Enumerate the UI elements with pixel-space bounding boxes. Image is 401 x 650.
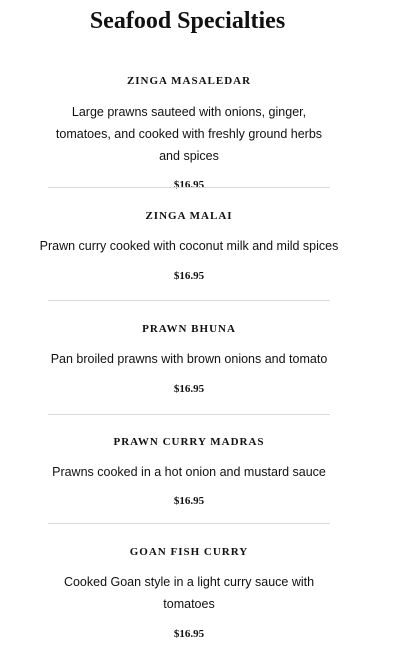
menu-item-description: Pan broiled prawns with brown onions and tomato <box>50 352 328 366</box>
menu-item-name: PRAWN BHUNA <box>142 323 236 335</box>
menu-item-name: ZINGA MASALEDAR <box>126 75 252 87</box>
divider <box>48 523 330 524</box>
menu-item <box>48 74 330 192</box>
menu-item-description: Prawns cooked in a hot onion and mustard sauce <box>52 465 326 479</box>
menu-item <box>48 545 330 641</box>
menu-item <box>48 322 330 396</box>
menu-item-price: $16.95 <box>173 628 205 640</box>
divider <box>48 414 330 415</box>
menu-item-name: GOAN FISH CURRY <box>129 546 249 558</box>
menu-item <box>39 209 339 283</box>
divider <box>48 187 330 188</box>
menu-item-description: Large prawns sauteed with onions, ginger, tomatoes, and cooked with freshly ground herbs and spices <box>55 105 323 163</box>
page-title: Seafood Specialties <box>89 8 286 34</box>
menu-item-name: PRAWN CURRY MADRAS <box>113 436 265 448</box>
divider <box>48 300 330 301</box>
menu-item-price: $16.95 <box>173 270 205 282</box>
menu-item-description: Cooked Goan style in a light curry sauce with tomatoes <box>63 575 315 611</box>
menu-item-price: $16.95 <box>173 495 205 507</box>
menu-item-price: $16.95 <box>173 179 205 191</box>
menu-item-description: Prawn curry cooked with coconut milk and mild spices <box>39 239 339 253</box>
menu-item <box>48 435 330 508</box>
menu-item-name: ZINGA MALAI <box>145 210 233 222</box>
menu-item-price: $16.95 <box>173 383 205 395</box>
